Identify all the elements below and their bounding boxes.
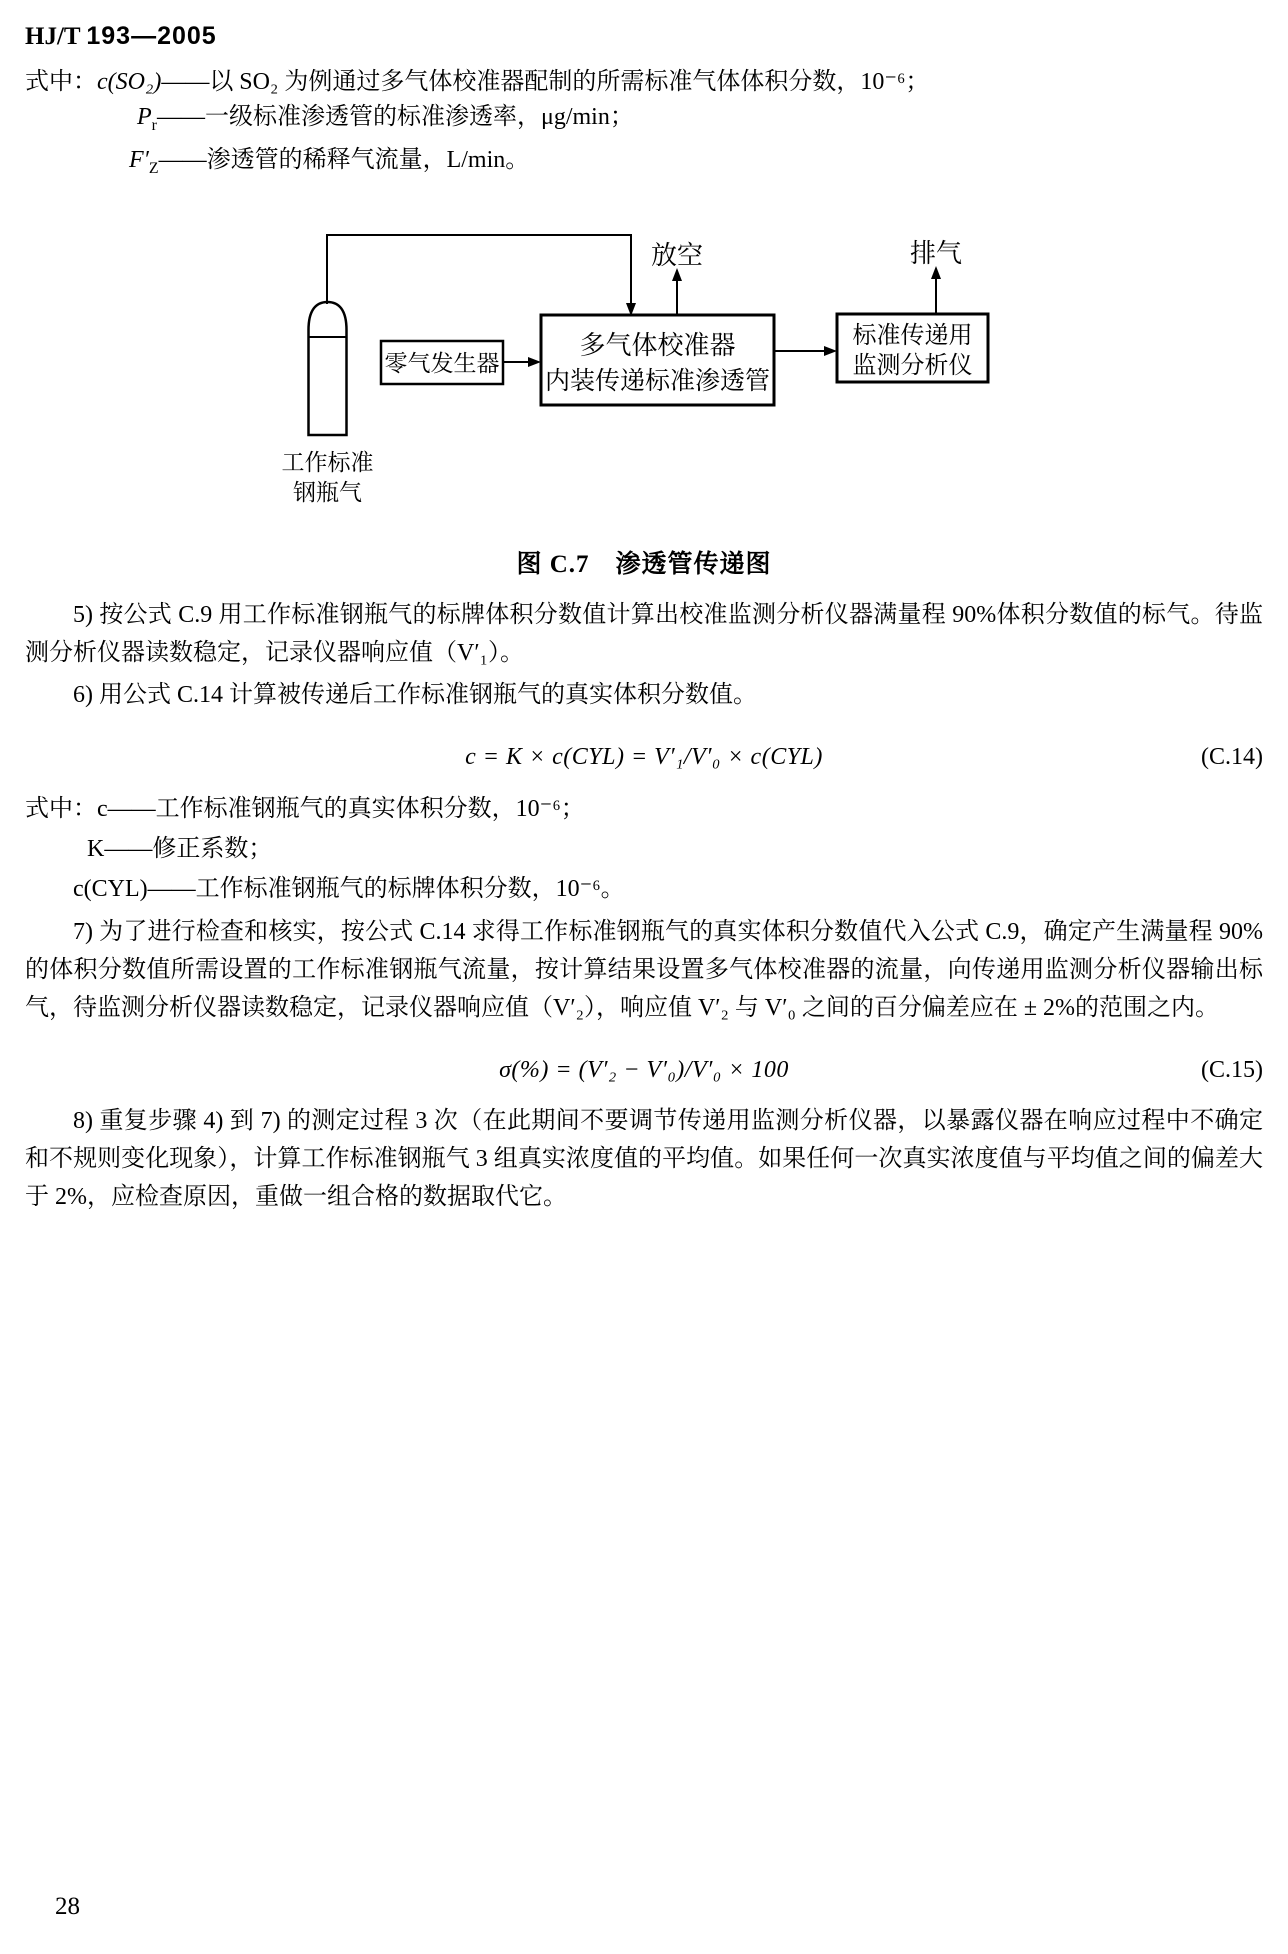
term-line-cso2 xyxy=(25,65,1263,100)
analyzer-label-line2: 监测分析仪 xyxy=(852,352,973,379)
paragraph-step5: 5) 按公式 C.9 用工作标准钢瓶气的标牌体积分数值计算出校准监测分析仪器满量程 90%体积分数值的标气。待监测分析仪器读数稳定，记录仪器响应值（V′₁）。 xyxy=(25,601,1263,666)
term-line-c xyxy=(25,789,1263,829)
term-variable: K xyxy=(87,835,105,862)
formula-terms-block-1 xyxy=(25,65,1263,186)
zero-gas-generator-label: 零气发生器 xyxy=(384,350,500,376)
term-variable: c(SO₂) xyxy=(97,69,162,95)
term-description: ——工作标准钢瓶气的真实体积分数，10⁻⁶； xyxy=(107,795,585,822)
term-variable: c xyxy=(97,795,108,822)
standard-number: 193—2005 xyxy=(86,22,217,50)
term-description: ——以 SO₂ 为例通过多气体校准器配制的所需标准气体体积分数，10⁻⁶； xyxy=(161,69,930,95)
term-prefix: 式中： xyxy=(25,69,97,95)
term-line-pr xyxy=(25,100,1263,143)
term-description: ——渗透管的稀释气流量，L/min。 xyxy=(158,146,530,173)
standard-code-header xyxy=(25,0,1263,51)
formula-c15: σ(%) = (V′₂ − V′₀)/V′₀ × 100 xyxy=(499,1056,789,1083)
equation-number-c14: (C.14) xyxy=(1201,743,1263,770)
permeation-tube-transfer-diagram xyxy=(25,212,1263,532)
formula-c14-row xyxy=(25,744,1263,771)
formula-terms-block-2 xyxy=(25,789,1263,909)
formula-c14: c = K × c(CYL) = V′₁/V′₀ × c(CYL) xyxy=(465,743,823,770)
term-description: ——一级标准渗透管的标准渗透率，μg/min； xyxy=(156,104,634,130)
calibrator-label-line1: 多气体校准器 xyxy=(579,330,736,360)
paragraph-step8: 8) 重复步骤 4) 到 7) 的测定过程 3 次（在此期间不要调节传递用监测分析仪器，以暴露仪器在响应过程中不确定和不规则变化现象），计算工作标准钢瓶气 3 组真实浓度值的平均值。如果任何一次真实浓度值与平均值之间的偏差大于 2%，应检查原因，重做一组合格的数据取代它。 xyxy=(25,1107,1263,1210)
formula-c15-row xyxy=(25,1057,1263,1084)
term-description: ——修正系数； xyxy=(104,835,273,862)
page-number: 28 xyxy=(55,1893,80,1920)
term-variable: F′ xyxy=(129,146,149,173)
gas-cylinder-shape xyxy=(309,302,347,435)
analyzer-label-line1: 标准传递用 xyxy=(852,322,973,349)
cylinder-label-line1: 工作标准 xyxy=(281,449,374,475)
equation-number-c15: (C.15) xyxy=(1201,1056,1263,1083)
calibrator-label-line2: 内装传递标准渗透管 xyxy=(544,367,771,395)
standard-prefix: HJ/T xyxy=(25,23,81,50)
paragraph-step6: 6) 用公式 C.14 计算被传递后工作标准钢瓶气的真实体积分数值。 xyxy=(73,681,757,708)
term-variable: P xyxy=(137,104,152,130)
term-variable: c(CYL) xyxy=(73,875,148,902)
term-prefix: 式中： xyxy=(25,795,97,822)
term-line-ccyl xyxy=(25,869,1263,909)
term-line-k xyxy=(25,829,1263,869)
pipe-line xyxy=(327,235,631,304)
arrowhead-right-icon xyxy=(824,346,837,356)
paragraph-step7: 7) 为了进行检查和核实，按公式 C.14 求得工作标准钢瓶气的真实体积分数值代入公式 C.9，确定产生满量程 90%的体积分数值所需设置的工作标准钢瓶气流量，按计算结果设置多气体校准器的流量，向传递用监测分析仪器输出标气，待监测分析仪器读数稳定，记录仪器响应值（V′₂），响应值 V′₂ 与 V′₀ 之间的百分偏差应在 ± 2%的范围之内。 xyxy=(25,918,1263,1021)
cylinder-label-line2: 钢瓶气 xyxy=(293,479,362,505)
exhaust-label: 排气 xyxy=(909,238,963,268)
term-subscript: Z xyxy=(148,159,159,177)
term-line-fz xyxy=(25,143,1263,186)
vent-label: 放空 xyxy=(650,240,704,270)
arrowhead-right-icon xyxy=(528,357,541,367)
term-subscript: r xyxy=(151,116,157,134)
term-description: ——工作标准钢瓶气的标牌体积分数，10⁻⁶。 xyxy=(147,875,625,902)
figure-caption: 图 C.7 渗透管传递图 xyxy=(516,550,772,578)
